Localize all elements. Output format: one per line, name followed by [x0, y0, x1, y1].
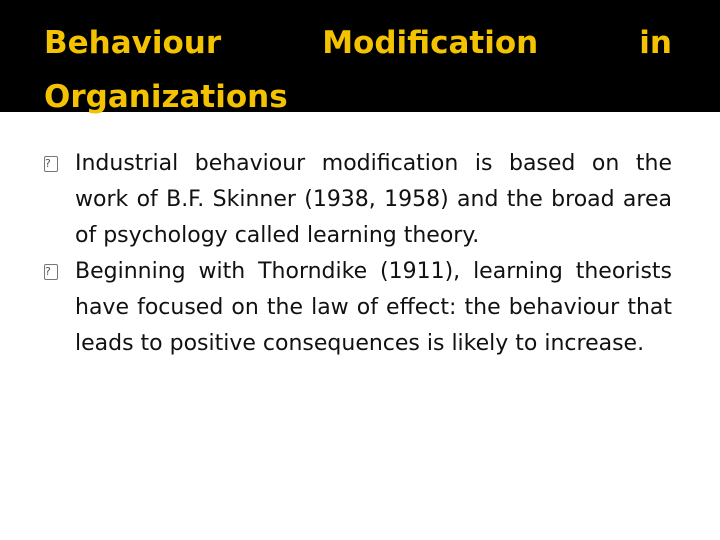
title-word-modification: Modification — [322, 25, 539, 61]
title-word-behaviour: Behaviour — [44, 25, 222, 61]
bullet-list — [44, 146, 672, 362]
bullet-item — [44, 146, 672, 254]
title-word-organizations: Organizations — [44, 79, 288, 115]
missing-glyph-icon: ? — [44, 156, 58, 172]
title-line-1 — [44, 16, 672, 70]
title-word-in: in — [639, 25, 672, 61]
title-line-2 — [44, 70, 672, 124]
bullet-item — [44, 254, 672, 362]
bullet-text: Industrial behaviour modification is based on the work of B.F. Skinner (1938, 1958) and the broad area of psychology called learning theory. — [75, 151, 672, 248]
missing-glyph-icon: ? — [44, 264, 58, 280]
bullet-text: Beginning with Thorndike (1911), learning theorists have focused on the law of effect: the behaviour that leads to positive consequences is likely to increase. — [75, 259, 672, 356]
slide-title — [44, 16, 672, 124]
